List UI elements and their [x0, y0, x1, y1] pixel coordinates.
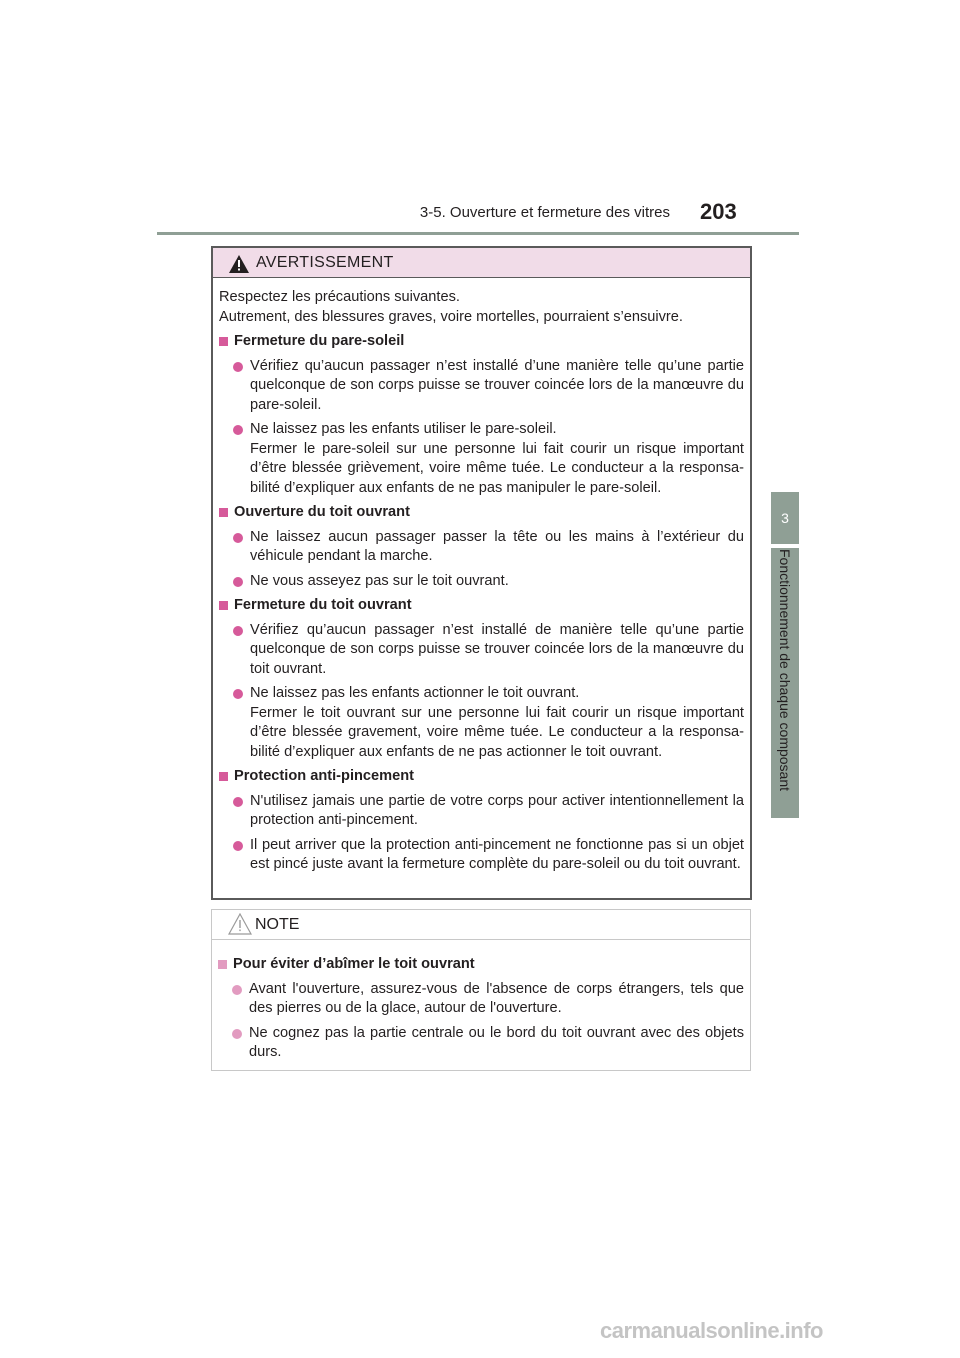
list-item: Avant l'ouverture, assurez-vous de l'absence de corps étrangers, tels que des pierres ou de la glace, autour de l'ouverture.: [218, 980, 744, 1019]
round-bullet-icon: [232, 985, 242, 995]
round-bullet-icon: [233, 689, 243, 699]
square-bullet-icon: [219, 337, 228, 346]
note-box: [211, 909, 751, 1071]
warning-intro: [219, 288, 744, 327]
round-bullet-icon: [233, 425, 243, 435]
watermark: carmanualsonline.info: [600, 1318, 823, 1343]
list-item: Ne cognez pas la partie centrale ou le bord du toit ouvrant avec des objets durs.: [218, 1024, 744, 1063]
round-bullet-icon: [233, 362, 243, 372]
square-bullet-icon: [218, 960, 227, 969]
round-bullet-icon: [232, 1029, 242, 1039]
caution-triangle-outline-icon: [228, 913, 252, 935]
list-item: Ne laissez pas les enfants utiliser le pare-soleil. Fermer le pare-soleil sur une personne lui fait courir un risque important d’être blessée grièvement, voire même tuée. Le conducteur a la responsa-bilité d’expliquer aux enfants de ne pas manipuler le pare-soleil.: [219, 420, 744, 498]
section-title: 3-5. Ouverture et fermeture des vitres: [419, 204, 670, 221]
round-bullet-icon: [233, 577, 243, 587]
section-heading: Fermeture du pare-soleil: [219, 332, 744, 352]
round-bullet-icon: [233, 626, 243, 636]
note-body: [212, 940, 750, 1063]
header-rule: [157, 232, 799, 235]
square-bullet-icon: [219, 772, 228, 781]
square-bullet-icon: [219, 601, 228, 610]
list-item: N'utilisez jamais une partie de votre corps pour activer intentionnellement la protection anti-pincement.: [219, 792, 744, 831]
warning-box: [211, 246, 752, 900]
warning-title: AVERTISSEMENT: [256, 254, 394, 271]
list-item: Ne vous asseyez pas sur le toit ouvrant.: [219, 572, 744, 592]
list-item: Vérifiez qu’aucun passager n’est installé de manière telle qu’une partie quelconque de son corps puisse se trouver coincée lors de la manœuvre du toit ouvrant.: [219, 621, 744, 680]
intro-line: Autrement, des blessures graves, voire mortelles, pourraient s’ensuivre.: [219, 308, 683, 325]
list-item: Il peut arriver que la protection anti-pincement ne fonctionne pas si un objet est pincé juste avant la fermeture complète du pare-soleil ou du toit ouvrant.: [219, 836, 744, 875]
chapter-tab: 3: [771, 492, 799, 544]
page-number: 203: [700, 199, 737, 224]
warning-body: [213, 278, 750, 875]
section-heading: Ouverture du toit ouvrant: [219, 503, 744, 523]
list-item: Vérifiez qu’aucun passager n’est installé d’une manière telle qu’une partie quelconque de son corps puisse se trouver coincée lors de la manœuvre du pare-soleil.: [219, 357, 744, 416]
section-heading: Fermeture du toit ouvrant: [219, 596, 744, 616]
section-heading: Pour éviter d’abîmer le toit ouvrant: [218, 955, 744, 975]
list-item: Ne laissez pas les enfants actionner le toit ouvrant. Fermer le toit ouvrant sur une personne lui fait courir un risque important d’être blessée gravement, voire même tuée. Le conducteur a la responsa-bilité d’expliquer aux enfants de ne pas actionner le toit ouvrant.: [219, 684, 744, 762]
square-bullet-icon: [219, 508, 228, 517]
round-bullet-icon: [233, 797, 243, 807]
round-bullet-icon: [233, 841, 243, 851]
intro-line: Respectez les précautions suivantes.: [219, 289, 460, 305]
round-bullet-icon: [233, 533, 243, 543]
warning-header: [213, 248, 750, 278]
note-title: NOTE: [255, 916, 300, 933]
section-heading: Protection anti-pincement: [219, 767, 744, 787]
note-header: [212, 910, 750, 940]
list-item: Ne laissez aucun passager passer la tête ou les mains à l’extérieur du véhicule pendant la marche.: [219, 528, 744, 567]
warning-triangle-icon: [229, 255, 249, 273]
chapter-label: Fonctionnement de chaque composant: [777, 548, 793, 792]
